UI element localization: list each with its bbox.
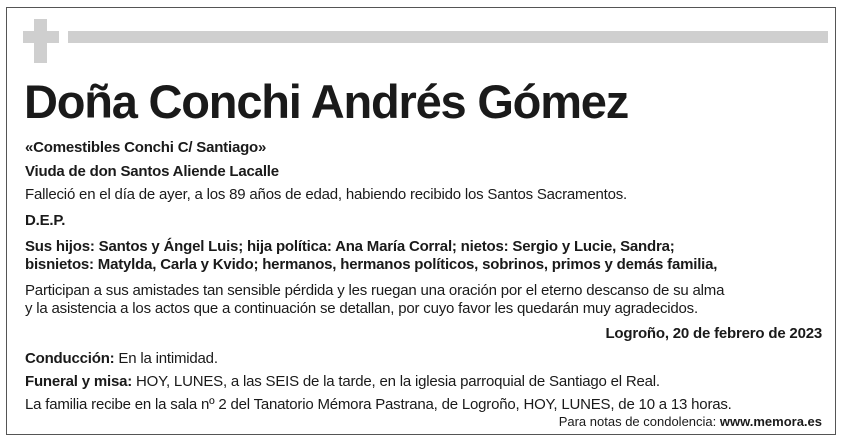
family-line-2: bisnietos: Matylda, Carla y Kvido; hermanos, hermanos políticos, sobrinos, primos y demás familia, <box>25 256 718 273</box>
header-rule <box>68 31 828 43</box>
conduction-line <box>25 350 218 368</box>
condolence-line <box>559 414 822 430</box>
conduction-label: Conducción: <box>25 350 115 367</box>
condolence-text: Para notas de condolencia: <box>558 414 720 429</box>
family-line-1: Sus hijos: Santos y Ángel Luis; hija política: Ana María Corral; nietos: Sergio y Lucie, Sandra; <box>25 238 675 255</box>
family-receives-line: La familia recibe en la sala nº 2 del Tanatorio Mémora Pastrana, de Logroño, HOY, LUNES, de 10 a 13 horas. <box>25 396 732 413</box>
rip-label: D.E.P. <box>25 212 66 229</box>
nickname: «Comestibles Conchi C/ Santiago» <box>25 139 267 156</box>
place-date: Logroño, 20 de febrero de 2023 <box>605 325 822 342</box>
funeral-line <box>25 373 660 391</box>
widow-line: Viuda de don Santos Aliende Lacalle <box>25 163 279 180</box>
death-line: Falleció en el día de ayer, a los 89 años de edad, habiendo recibido los Santos Sacramentos. <box>25 186 628 203</box>
conduction-value: En la intimidad. <box>114 350 218 367</box>
deceased-name: Doña Conchi Andrés Gómez <box>24 75 629 128</box>
cross-icon <box>23 19 59 63</box>
announce-line-2: y la asistencia a los actos que a continuación se detallan, por cuyo favor les quedarán muy agradecidos. <box>25 300 698 317</box>
funeral-label: Funeral y misa: <box>25 373 133 390</box>
funeral-value: HOY, LUNES, a las SEIS de la tarde, en la iglesia parroquial de Santiago el Real. <box>132 373 660 390</box>
announce-line-1: Participan a sus amistades tan sensible pérdida y les ruegan una oración por el eterno descanso de su alma <box>25 282 725 299</box>
condolence-site-link[interactable]: www.memora.es <box>719 414 822 429</box>
obituary-frame <box>6 7 836 435</box>
